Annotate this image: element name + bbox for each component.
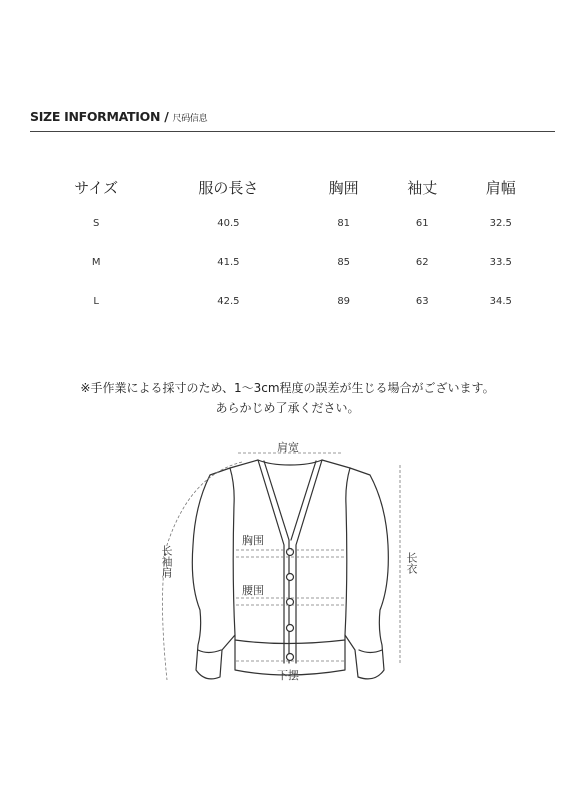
cell-chest: 89 — [337, 296, 351, 307]
neck-placket-right-inner — [291, 461, 316, 540]
chest-label: 胸围 — [242, 534, 264, 547]
cell-sleeve: 63 — [415, 296, 429, 307]
header-chest: 胸囲 — [328, 178, 359, 197]
sleeve-label: 长袖肩 — [160, 545, 173, 578]
cell-size: S — [92, 218, 100, 229]
table-header-row — [40, 170, 540, 204]
hem-band — [235, 640, 345, 644]
measurement-note: ※手作業による採寸のため、1〜3cm程度の誤差が生じる場合がございます。 — [80, 381, 495, 395]
size-table — [40, 170, 540, 321]
right-cuff — [359, 650, 382, 653]
cell-chest: 81 — [337, 218, 351, 229]
cell-length: 41.5 — [217, 257, 240, 268]
button-2 — [287, 574, 294, 581]
table-row — [40, 243, 540, 282]
cell-sleeve: 62 — [415, 257, 429, 268]
header-shoulder: 肩幅 — [485, 178, 516, 197]
neck-placket-right — [296, 460, 322, 663]
table-row — [40, 204, 540, 243]
waist-label: 腰围 — [242, 584, 264, 597]
length-label: 长衣 — [405, 552, 418, 574]
cell-sleeve: 61 — [415, 218, 429, 229]
header-divider — [30, 131, 555, 132]
button-4 — [287, 625, 294, 632]
header-title-text: SIZE INFORMATION — [30, 109, 161, 124]
measurement-note-2: あらかじめ了承ください。 — [215, 401, 360, 415]
header-title — [30, 109, 207, 124]
cell-length: 40.5 — [217, 218, 240, 229]
header-sleeve: 袖丈 — [407, 178, 438, 197]
left-cuff — [198, 650, 221, 653]
shoulder-label: 肩宽 — [277, 441, 299, 454]
header-subtitle: 尺码信息 — [172, 114, 208, 124]
button-1 — [287, 549, 294, 556]
cell-shoulder: 33.5 — [489, 257, 512, 268]
cell-shoulder: 32.5 — [489, 218, 512, 229]
cell-length: 42.5 — [217, 296, 240, 307]
cell-size: M — [91, 257, 101, 268]
button-3 — [287, 599, 294, 606]
size-info-header — [30, 109, 555, 131]
button-5 — [287, 654, 294, 661]
cardigan-illustration — [150, 435, 425, 695]
cardigan-outline — [192, 460, 388, 679]
header-separator: / — [164, 109, 169, 124]
neck-placket-left — [258, 460, 284, 663]
hem-label: 下摆 — [277, 669, 299, 682]
cardigan-diagram — [150, 435, 425, 695]
cell-chest: 85 — [337, 257, 351, 268]
header-length: 服の長さ — [198, 178, 259, 197]
left-side-seam — [230, 468, 235, 635]
cell-size: L — [93, 296, 99, 307]
table-row — [40, 282, 540, 321]
cell-shoulder: 34.5 — [489, 296, 512, 307]
right-side-seam — [345, 468, 350, 635]
header-size: サイズ — [74, 178, 119, 197]
